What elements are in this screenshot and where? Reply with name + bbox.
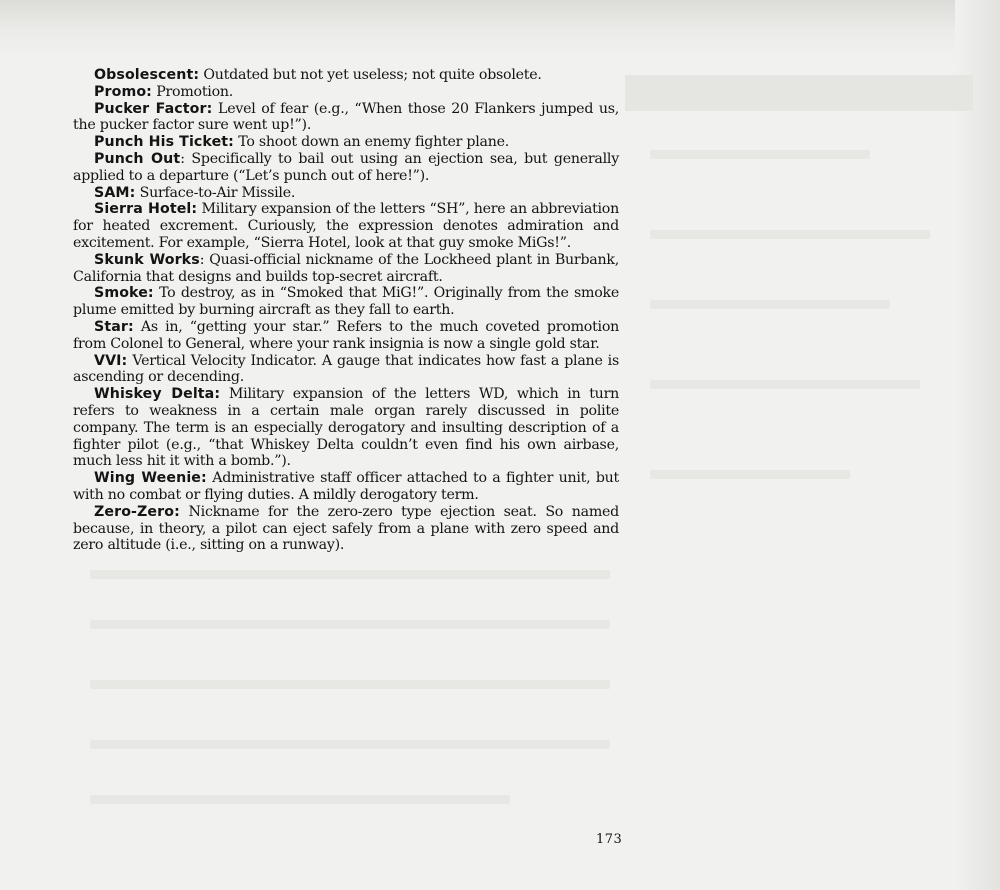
glossary-entry — [73, 353, 619, 387]
glossary-definition: To destroy, as in “Smoked that MiG!”. Originally from the smoke plume emitted by burning aircraft as they fall to earth. — [73, 285, 619, 319]
bleed-through-text — [90, 570, 610, 579]
glossary-entry — [73, 67, 619, 84]
glossary-entry — [73, 285, 619, 319]
glossary-term: Pucker Factor: — [94, 100, 213, 117]
bleed-through-text — [650, 150, 870, 159]
glossary-term: Whiskey Delta: — [94, 386, 221, 403]
glossary-term: Sierra Hotel: — [94, 201, 198, 218]
glossary-term: Skunk Works — [94, 251, 200, 268]
glossary-entry — [73, 101, 619, 135]
bleed-through-text — [90, 680, 610, 689]
bleed-through-text — [650, 300, 890, 309]
page-number: 173 — [596, 832, 623, 847]
glossary-entry — [73, 386, 619, 470]
glossary-term: Punch His Ticket: — [94, 134, 234, 151]
glossary-entry — [73, 84, 619, 101]
glossary-term: VVI: — [94, 352, 128, 369]
glossary-term: Punch Out — [94, 150, 181, 167]
glossary-definition: Military expansion of the letters “SH”, here an abbreviation for heated excrement. Curiously, the expression denotes admiration and excitement. For example, “Sierra Hotel, look at that guy smoke MiGs!”. — [73, 201, 619, 251]
glossary-entry — [73, 470, 619, 504]
glossary-entry — [73, 151, 619, 185]
scan-shadow-top — [0, 0, 1000, 60]
glossary-term: Wing Weenie: — [94, 470, 207, 487]
glossary-definition: As in, “getting your star.” Refers to the much coveted promotion from Colonel to General, where your rank insignia is now a single gold star. — [73, 318, 619, 352]
glossary-entry — [73, 185, 619, 202]
glossary-list — [73, 67, 619, 554]
glossary-definition: Promotion. — [151, 83, 234, 100]
glossary-definition: Military expansion of the letters WD, which in turn refers to weakness in a certain male organ rarely discussed in polite company. The term is an especially derogatory and insulting description of a fighter pilot (e.g., “that Whiskey Delta couldn’t even find his own airbase, much less hit it with a bomb.”). — [73, 386, 619, 470]
glossary-definition: Outdated but not yet useless; not quite obsolete. — [199, 67, 542, 83]
glossary-term: Smoke: — [94, 285, 154, 302]
glossary-definition: Nickname for the zero-zero type ejection seat. So named because, in theory, a pilot can eject safely from a plane with zero speed and zero altitude (i.e., sitting on a runway). — [73, 503, 619, 554]
glossary-definition: : Quasi-official nickname of the Lockheed plant in Burbank, California that designs and builds top-secret aircraft. — [73, 251, 619, 285]
glossary-definition: : Specifically to bail out using an ejection sea, but generally applied to a departure (“Let’s punch out of here!”). — [73, 150, 619, 184]
glossary-definition: Administrative staff officer attached to a fighter unit, but with no combat or flying duties. A mildly derogatory term. — [73, 470, 620, 503]
glossary-term: Obsolescent: — [94, 67, 200, 83]
bleed-through-text — [90, 795, 510, 804]
bleed-through-text — [90, 740, 610, 749]
glossary-definition: Level of fear (e.g., “When those 20 Flankers jumped us, the pucker factor sure went up!”). — [73, 100, 620, 134]
glossary-term: Zero-Zero: — [94, 503, 180, 520]
scan-shadow-right — [955, 0, 1000, 890]
glossary-term: Star: — [94, 318, 134, 335]
glossary-definition: Vertical Velocity Indicator. A gauge that indicates how fast a plane is ascending or decending. — [73, 352, 619, 386]
glossary-entry — [73, 504, 619, 554]
glossary-entry — [73, 201, 619, 251]
glossary-definition: To shoot down an enemy fighter plane. — [233, 134, 510, 151]
bleed-through-banner — [625, 75, 973, 111]
glossary-term: SAM: — [94, 184, 136, 201]
glossary-term: Promo: — [94, 83, 152, 100]
glossary-definition: Surface-to-Air Missile. — [135, 184, 296, 201]
bleed-through-text — [650, 470, 850, 479]
bleed-through-text — [650, 380, 920, 389]
glossary-entry — [73, 319, 619, 353]
glossary-entry — [73, 252, 619, 286]
bleed-through-text — [90, 620, 610, 629]
bleed-through-text — [650, 230, 930, 239]
glossary-entry — [73, 134, 619, 151]
